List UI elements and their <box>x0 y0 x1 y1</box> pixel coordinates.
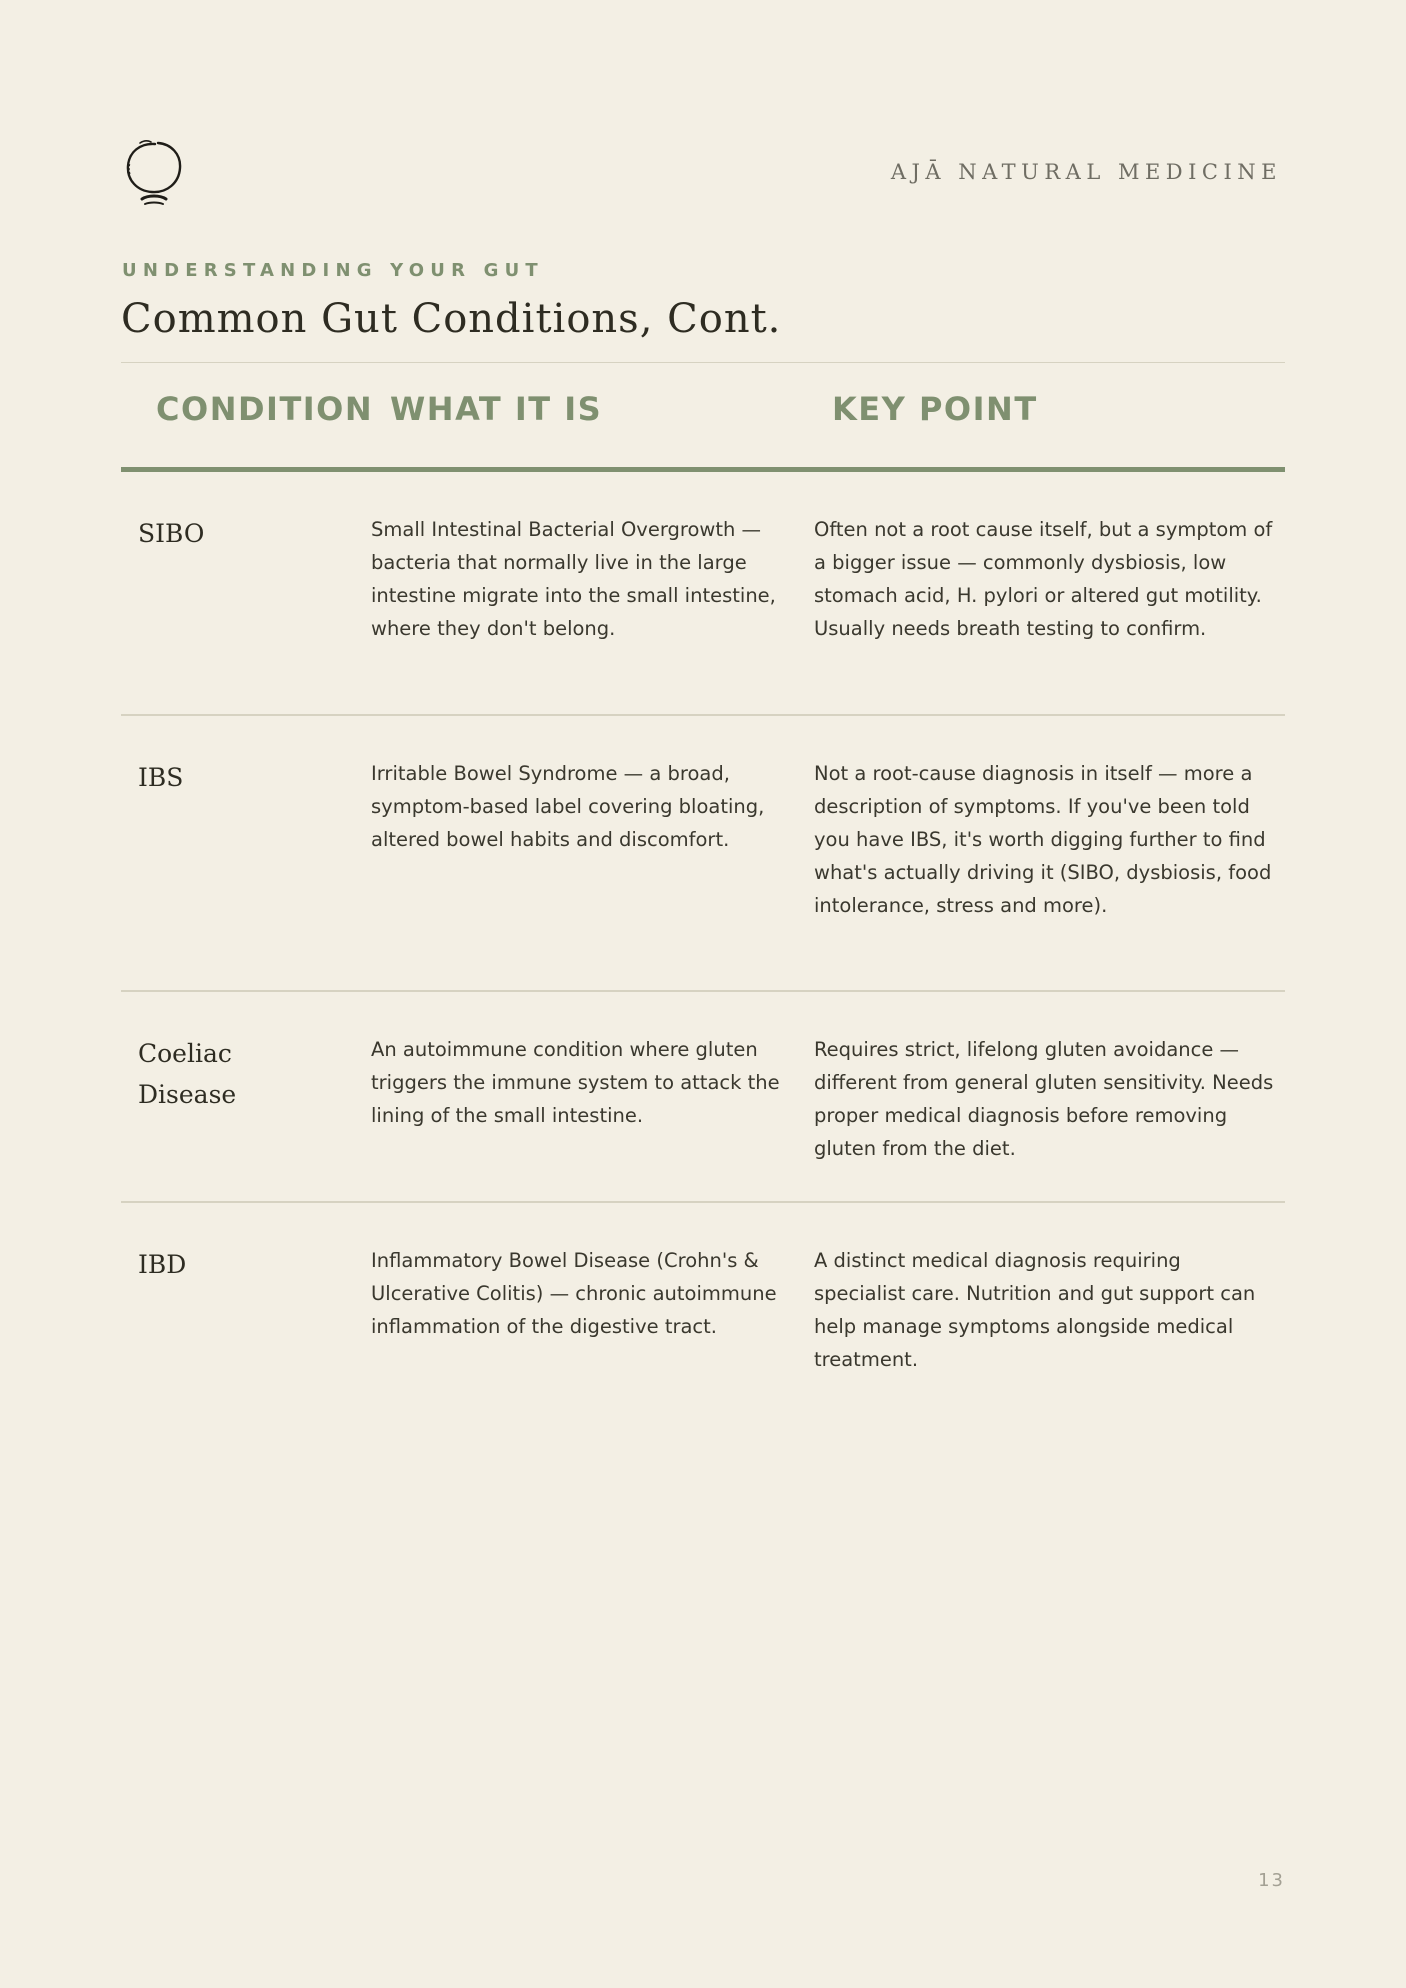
column-header-key-point: KEY POINT <box>832 390 1038 428</box>
condition-key-point: Not a root-cause diagnosis in itself — more a description of symptoms. If you've been told you have IBS, it's worth digging further to find what's actually driving it (SIBO, dysbiosis, food intolerance, stress and more). <box>814 762 1272 917</box>
row-divider <box>121 714 1285 716</box>
condition-name: IBS <box>138 763 184 792</box>
row-divider <box>121 1201 1285 1203</box>
condition-key-point: Requires strict, lifelong gluten avoidance — different from general gluten sensitivity. Needs proper medical diagnosis before removing gluten from the diet. <box>814 1038 1274 1160</box>
condition-description: Irritable Bowel Syndrome — a broad, symptom-based label covering bloating, altered bowel habits and discomfort. <box>371 762 765 851</box>
brand-name: AJĀ NATURAL MEDICINE <box>890 160 1282 184</box>
table-row <box>121 1244 1285 1384</box>
row-divider <box>121 990 1285 992</box>
condition-name: SIBO <box>138 519 205 548</box>
page-title: Common Gut Conditions, Cont. <box>121 296 782 342</box>
condition-key-point: Often not a root cause itself, but a symptom of a bigger issue — commonly dysbiosis, low stomach acid, H. pylori or altered gut motility. Usually needs breath testing to confirm. <box>814 518 1273 640</box>
condition-description: Inflammatory Bowel Disease (Crohn's & Ulcerative Colitis) — chronic autoimmune inflammation of the digestive tract. <box>371 1249 777 1338</box>
condition-key-point: A distinct medical diagnosis requiring specialist care. Nutrition and gut support can help manage symptoms alongside medical treatment. <box>814 1249 1256 1371</box>
table-header-rule <box>121 467 1285 472</box>
condition-name: Coeliac Disease <box>138 1039 237 1109</box>
table-row <box>121 757 1285 992</box>
condition-name: IBD <box>138 1250 187 1279</box>
condition-description: An autoimmune condition where gluten triggers the immune system to attack the lining of the small intestine. <box>371 1038 780 1127</box>
table-row <box>121 513 1285 716</box>
section-eyebrow: UNDERSTANDING YOUR GUT <box>122 260 544 281</box>
column-header-what-it-is: WHAT IT IS <box>390 390 603 428</box>
title-divider <box>121 362 1285 363</box>
page-number: 13 <box>1258 1870 1285 1891</box>
ouroboros-logo-icon <box>122 134 188 210</box>
condition-description: Small Intestinal Bacterial Overgrowth — bacteria that normally live in the large intestine migrate into the small intestine, where they don't belong. <box>371 518 776 640</box>
table-row <box>121 1033 1285 1203</box>
column-header-condition: CONDITION <box>156 390 374 428</box>
